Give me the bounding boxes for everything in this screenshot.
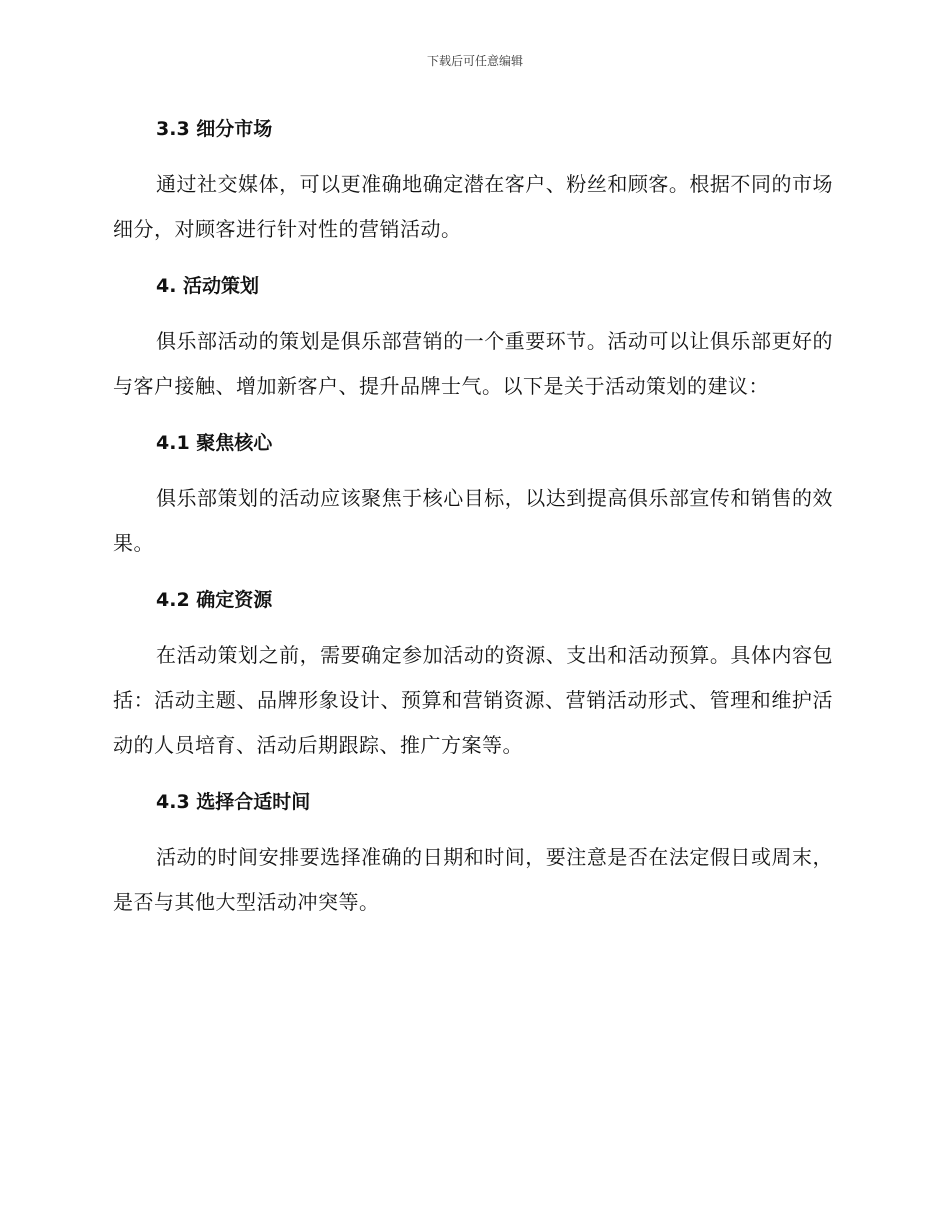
section-heading-4-2: 4.2 确定资源 — [156, 589, 273, 611]
page-header: 下载后可任意编辑 — [426, 54, 523, 68]
document-body — [113, 112, 833, 925]
section-paragraph-4: 俱乐部活动的策划是俱乐部营销的一个重要环节。活动可以让俱乐部更好的与客户接触、增加新客户、提升品牌士气。以下是关于活动策划的建议： — [113, 329, 833, 398]
section-paragraph-4-2: 在活动策划之前，需要确定参加活动的资源、支出和活动预算。具体内容包括：活动主题、品牌形象设计、预算和营销资源、营销活动形式、管理和维护活动的人员培育、活动后期跟踪、推广方案等。 — [113, 643, 833, 757]
section-heading-4: 4. 活动策划 — [156, 275, 260, 297]
section-paragraph-4-1: 俱乐部策划的活动应该聚焦于核心目标，以达到提高俱乐部宣传和销售的效果。 — [113, 486, 833, 555]
section-heading-4-3: 4.3 选择合适时间 — [156, 791, 311, 813]
section-paragraph-3-3: 通过社交媒体，可以更准确地确定潜在客户、粉丝和顾客。根据不同的市场细分，对顾客进行针对性的营销活动。 — [113, 172, 833, 241]
section-heading-4-1: 4.1 聚焦核心 — [156, 432, 273, 454]
section-paragraph-4-3: 活动的时间安排要选择准确的日期和时间，要注意是否在法定假日或周末，是否与其他大型活动冲突等。 — [113, 845, 833, 914]
section-heading-3-3: 3.3 细分市场 — [156, 118, 273, 140]
